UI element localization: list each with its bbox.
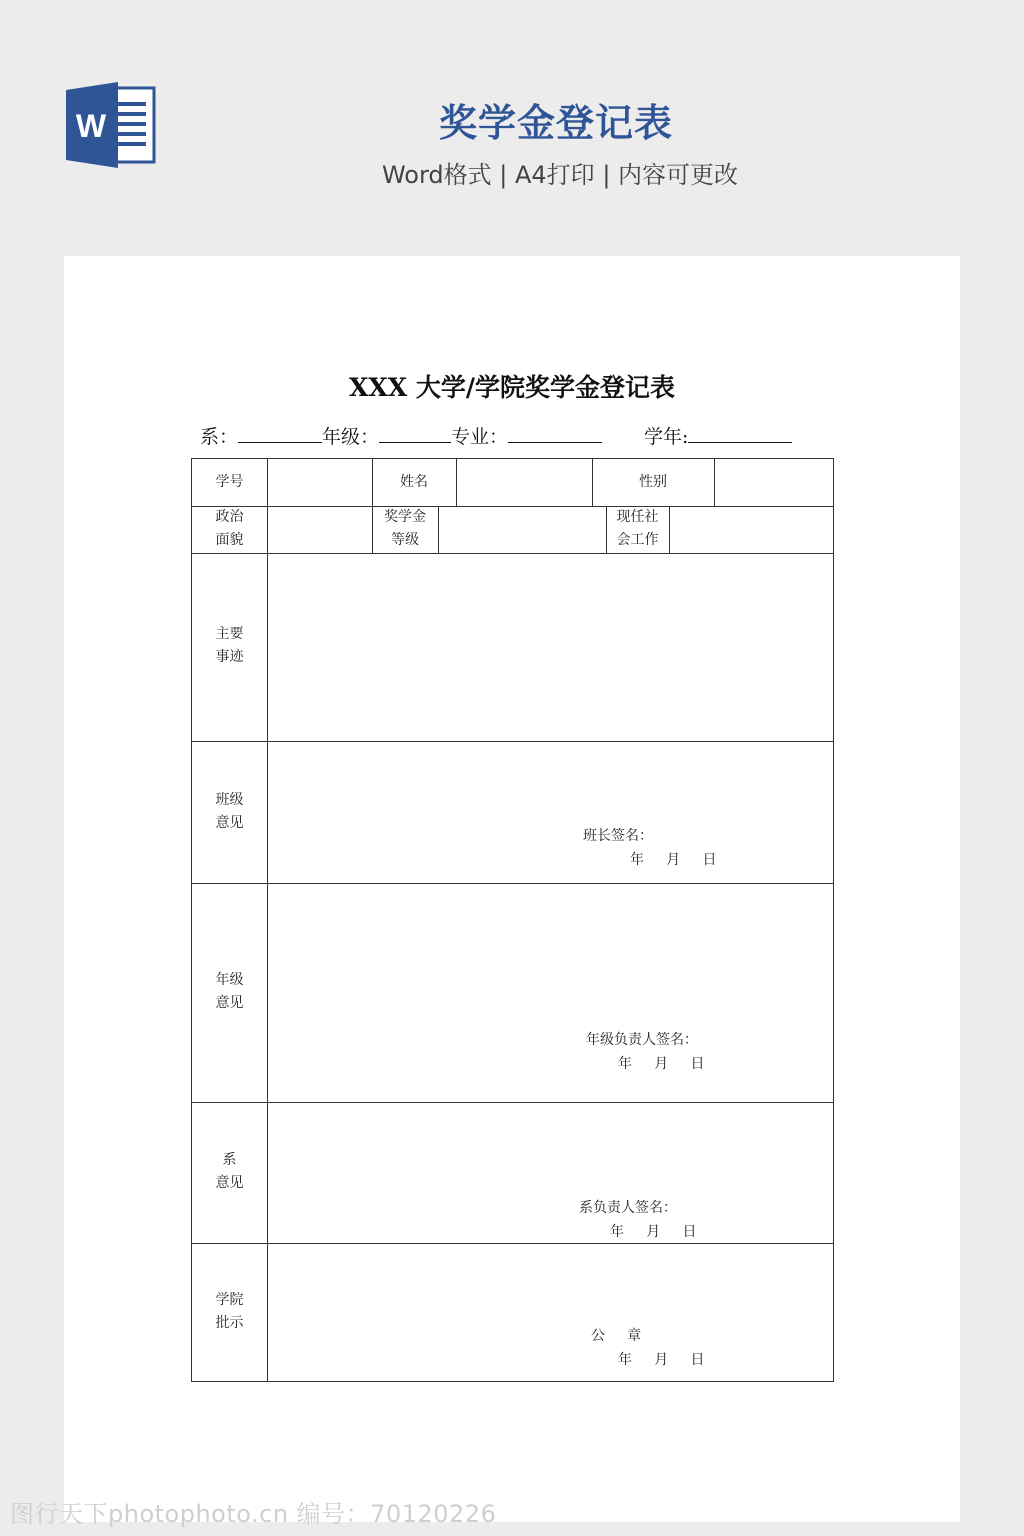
dept-blank[interactable] [238,426,322,443]
college-approval-date: 年 月 日 [618,1352,705,1368]
class-monitor-signature: 班长签名： [583,828,653,844]
college-approval-label-line1: 学院 [215,1292,244,1308]
level-label-line2: 等级 [391,532,419,548]
main-deeds-label-line2: 事迹 [215,649,244,665]
level-label-line1: 奖学金 [384,509,426,525]
word-logo-icon [66,82,156,168]
year-label: 学年: [644,426,689,448]
grade-blank[interactable] [379,426,451,443]
class-opinion-label-line2: 意见 [215,815,244,831]
page-title: 奖学金登记表 [438,101,673,145]
watermark-text: 图行天下photophoto.cn 编号：70120226 [10,1500,497,1528]
major-label: 专业： [451,426,509,448]
class-opinion-date: 年 月 日 [630,852,717,868]
logo-letter: W [75,108,107,144]
document-page [64,256,960,1522]
social-label-line1: 现任社 [616,509,659,525]
registration-table [191,458,834,1382]
dept-label: 系： [200,426,239,448]
grade-leader-signature: 年级负责人签名： [586,1032,698,1048]
year-blank[interactable] [688,426,792,443]
gender-label: 性别 [639,474,667,490]
name-field[interactable] [457,459,592,506]
name-label: 姓名 [400,474,428,490]
class-opinion-label-line1: 班级 [215,792,244,808]
document-title: XXX 大学/学院奖学金登记表 [348,373,676,402]
political-label-line1: 政治 [215,509,244,525]
student-id-label: 学号 [215,474,244,490]
major-blank[interactable] [508,426,602,443]
dept-opinion-label-line1: 系 [222,1152,237,1168]
official-seal: 公 章 [591,1328,642,1344]
grade-opinion-label-line1: 年级 [215,972,244,988]
grade-opinion-label-line2: 意见 [215,995,244,1011]
dept-leader-signature: 系负责人签名： [579,1200,677,1216]
dept-opinion-label-line2: 意见 [215,1175,244,1191]
social-label-line2: 会工作 [616,532,659,548]
student-id-field[interactable] [268,459,372,506]
main-deeds-label-line1: 主要 [215,626,244,642]
page-subtitle: Word格式 | A4打印 | 内容可更改 [381,161,739,189]
dept-opinion-date: 年 月 日 [610,1224,697,1240]
meta-line [200,422,900,449]
grade-label: 年级： [322,426,380,448]
political-label-line2: 面貌 [215,532,244,548]
grade-opinion-date: 年 月 日 [618,1056,705,1072]
gender-field[interactable] [715,459,833,506]
college-approval-label-line2: 批示 [215,1315,244,1331]
